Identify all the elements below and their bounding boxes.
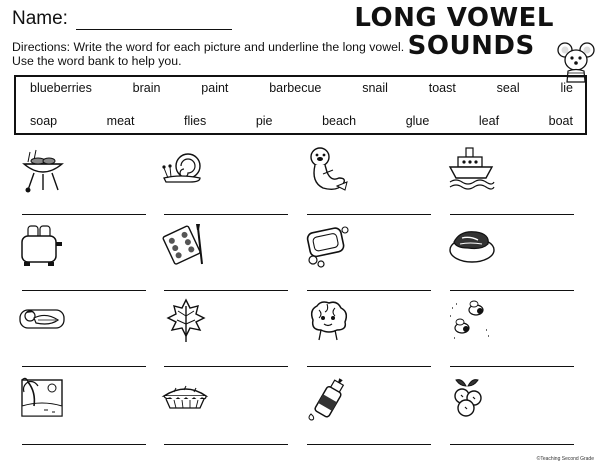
boat-icon — [446, 144, 496, 194]
snail-icon — [160, 144, 210, 194]
brain-icon — [303, 296, 353, 346]
copyright: ©Teaching Second Grade — [536, 456, 594, 462]
beach-scene-icon — [18, 374, 68, 424]
word-bank-word: toast — [428, 81, 456, 95]
flies-icon — [446, 296, 496, 346]
answer-line[interactable] — [22, 214, 146, 215]
word-bank — [14, 75, 587, 135]
picture-cell — [446, 144, 576, 220]
answer-line[interactable] — [307, 290, 431, 291]
answer-line[interactable] — [450, 444, 574, 445]
answer-line[interactable] — [164, 290, 288, 291]
word-bank-word: barbecue — [269, 81, 322, 95]
picture-cell — [18, 144, 148, 220]
picture-cell — [446, 374, 576, 450]
picture-cell — [160, 296, 290, 372]
answer-line[interactable] — [307, 366, 431, 367]
title-line-2: SOUNDS — [407, 31, 535, 61]
pie-icon — [160, 374, 210, 424]
word-bank-word: meat — [106, 114, 135, 128]
blueberries-icon — [446, 374, 496, 424]
picture-cell — [160, 374, 290, 450]
answer-line[interactable] — [22, 366, 146, 367]
title-line-1: LONG VOWEL — [354, 3, 554, 33]
word-bank-word: blueberries — [30, 81, 92, 95]
picture-cell — [303, 220, 433, 296]
picture-cell — [18, 220, 148, 296]
seal-icon — [303, 144, 353, 194]
word-bank-word: soap — [30, 114, 58, 128]
word-bank-word: glue — [405, 114, 430, 128]
answer-line[interactable] — [22, 290, 146, 291]
soap-icon — [303, 220, 353, 270]
name-row — [12, 8, 232, 30]
picture-cell — [160, 144, 290, 220]
word-bank-word: beach — [322, 114, 357, 128]
barbecue-grill-icon — [18, 144, 68, 194]
word-bank-word: pie — [255, 114, 273, 128]
name-label: Name: — [12, 8, 68, 29]
word-bank-word: boat — [548, 114, 573, 128]
picture-cell — [18, 374, 148, 450]
word-bank-word: lie — [560, 81, 573, 95]
glue-bottle-icon — [303, 374, 353, 424]
directions — [12, 40, 452, 68]
picture-cell — [160, 220, 290, 296]
picture-cell — [446, 296, 576, 372]
answer-line[interactable] — [164, 444, 288, 445]
answer-line[interactable] — [450, 290, 574, 291]
word-bank-word: brain — [132, 81, 161, 95]
word-bank-word: flies — [184, 114, 207, 128]
answer-line[interactable] — [22, 444, 146, 445]
picture-cell — [446, 220, 576, 296]
picture-cell — [303, 374, 433, 450]
word-bank-row-1 — [16, 81, 585, 95]
name-answer-line[interactable] — [76, 10, 232, 30]
directions-line-2: Use the word bank to help you. — [12, 54, 182, 68]
person-lying-icon — [18, 296, 68, 346]
answer-line[interactable] — [164, 214, 288, 215]
picture-cell — [303, 296, 433, 372]
word-bank-word: seal — [496, 81, 520, 95]
answer-line[interactable] — [450, 214, 574, 215]
answer-line[interactable] — [450, 366, 574, 367]
picture-cell — [303, 144, 433, 220]
directions-line-1: Directions: Write the word for each picture and underline the long vowel. — [12, 40, 405, 54]
answer-line[interactable] — [164, 366, 288, 367]
word-bank-row-2 — [16, 114, 585, 128]
answer-line[interactable] — [307, 214, 431, 215]
word-bank-word: snail — [362, 81, 388, 95]
paint-palette-icon — [160, 220, 210, 270]
meat-steak-icon — [446, 220, 496, 270]
leaf-icon — [160, 296, 210, 346]
answer-line[interactable] — [307, 444, 431, 445]
word-bank-word: paint — [201, 81, 229, 95]
word-bank-word: leaf — [478, 114, 500, 128]
picture-cell — [18, 296, 148, 372]
toaster-icon — [18, 220, 68, 270]
